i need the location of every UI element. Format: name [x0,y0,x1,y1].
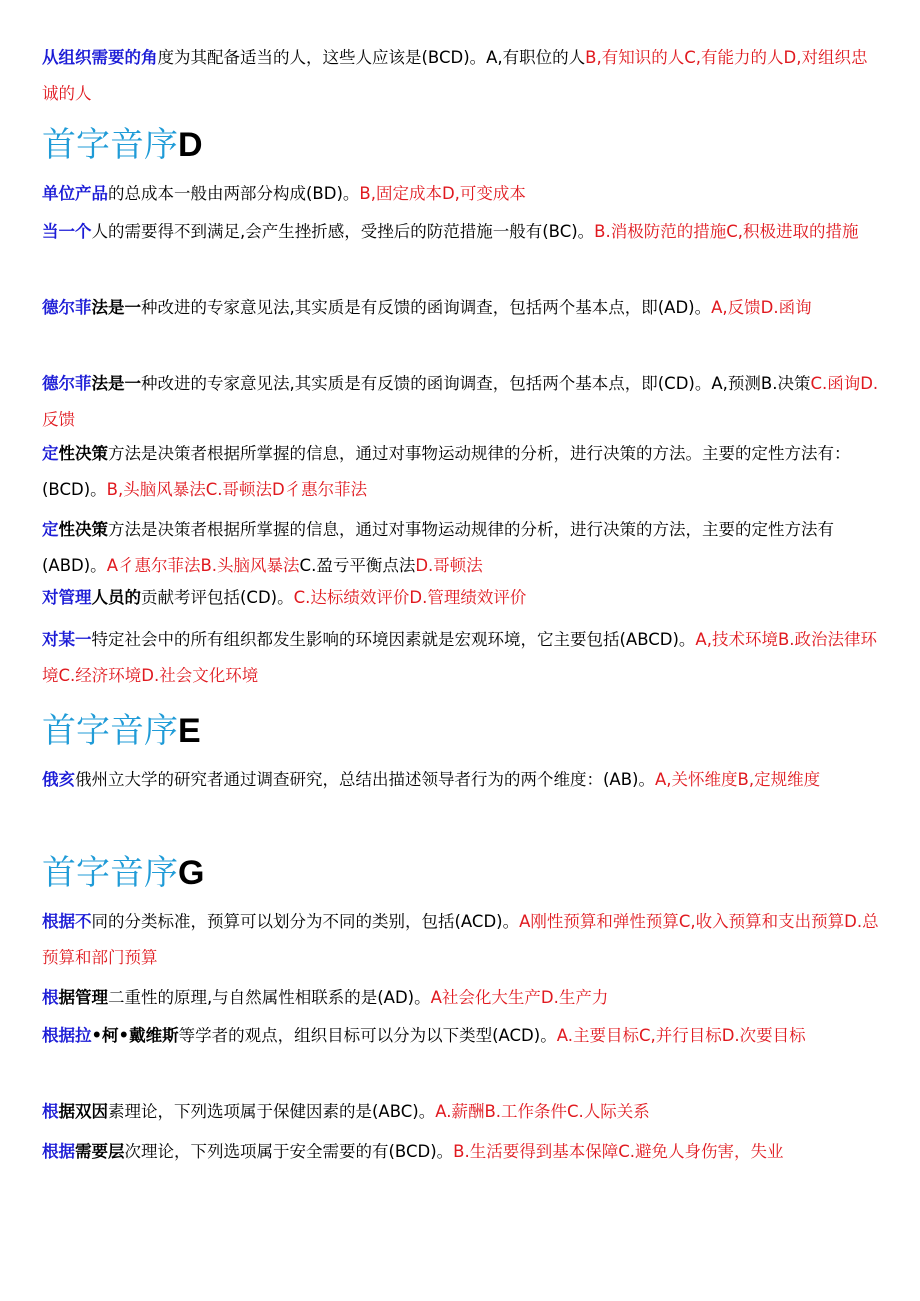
entry-text: 贡献考评包括(CD)。 [141,588,294,607]
entry-paragraph [42,512,880,584]
entry-text: 特定社会中的所有组织都发生影响的环境因素就是宏观环境，它主要包括(ABCD)。 [91,630,696,649]
entry-text: 次理论，下列选项属于安全需要的有(BCD)。 [124,1142,454,1161]
entry-keyword: 德尔菲 [42,298,92,317]
entry-keyword: 对某一 [42,630,92,649]
section-letter: E [178,712,201,750]
section-letter: D [178,126,203,164]
section-heading-e [42,710,201,752]
entry-keyword-bold: 据管理 [58,988,108,1007]
entry-keyword: 对管理 [42,588,92,607]
entry-keyword: 根据不 [42,912,92,931]
entry-answer: A,反馈D.函询 [711,298,812,317]
entry-answer: B.生活要得到基本保障C.避免人身伤害，失业 [453,1142,784,1161]
entry-answer: B,头脑风暴法C.哥顿法D彳惠尔菲法 [106,480,368,499]
entry-keyword: 根 [42,1102,59,1121]
entry-keyword: 德尔菲 [42,374,92,393]
entry-keyword-bold: •柯•戴维斯 [91,1026,179,1045]
entry-text: 二重性的原理,与自然属性相联系的是(AD)。 [108,988,431,1007]
entry-answer: A,关怀维度B,定规维度 [654,770,821,789]
entry-keyword: 根据 [42,1142,75,1161]
entry-text: 等学者的观点，组织目标可以分为以下类型(ACD)。 [178,1026,557,1045]
entry-keyword-bold: 法是一 [91,298,141,317]
entry-keyword-bold: 性决策 [58,520,108,539]
entry-answer: C.达标绩效评价D.管理绩效评价 [293,588,527,607]
entry-keyword: 从组织需要的角 [42,48,158,67]
section-heading-text: 首字音序 [42,711,178,751]
entry-answer: B,有知识的人C,有能力的人D,对组织忠诚的人 [42,48,868,103]
entry-paragraph [42,762,880,798]
entry-answer: A.主要目标C,并行目标D.次要目标 [556,1026,806,1045]
entry-paragraph [42,366,880,438]
entry-text: 度为其配备适当的人，这些人应该是(BCD)。A,有职位的人 [157,48,586,67]
entry-text: 的总成本一般由两部分构成(BD)。 [108,184,360,203]
entry-answer: A彳惠尔菲法B.头脑风暴法 [106,556,300,575]
entry-keyword-bold: 性决策 [58,444,108,463]
entry-text: C.盈亏平衡点法 [299,556,416,575]
entry-paragraph [42,622,880,694]
entry-keyword-bold: 人员的 [91,588,141,607]
entry-text: 种改进的专家意见法,其实质是有反馈的函询调查，包括两个基本点，即(AD)。 [141,298,712,317]
entry-text: 方法是决策者根据所掌握的信息，通过对事物运动规律的分析，进行决策的方法，主要的定性方法有(ABD)。 [42,520,834,575]
entry-keyword: 俄亥 [42,770,75,789]
entry-paragraph [42,290,880,326]
entry-paragraph [42,1094,880,1130]
entry-answer: A社会化大生产D.生产力 [430,988,609,1007]
entry-keyword-bold: 法是一 [91,374,141,393]
section-letter: G [178,854,205,892]
entry-paragraph [42,214,880,250]
entry-answer: A刚性预算和弹性预算C,收入预算和支出预算D.总预算和部门预算 [42,912,879,967]
entry-answer: D.哥顿法 [415,556,483,575]
entry-paragraph [42,40,880,112]
entry-paragraph [42,436,880,508]
entry-paragraph [42,980,880,1016]
entry-paragraph [42,1018,880,1054]
section-heading-d [42,124,203,166]
section-heading-g [42,852,204,894]
entry-text: 俄州立大学的研究者通过调查研究，总结出描述领导者行为的两个维度：(AB)。 [75,770,655,789]
section-heading-text: 首字音序 [42,125,178,165]
entry-keyword-bold: 需要层 [75,1142,125,1161]
entry-keyword: 根 [42,988,59,1007]
entry-answer: B.消极防范的措施C,积极进取的措施 [594,222,859,241]
entry-paragraph [42,1134,880,1170]
entry-keyword: 定 [42,520,59,539]
entry-text: 种改进的专家意见法,其实质是有反馈的函询调查，包括两个基本点，即(CD)。A,预测B.决策 [141,374,811,393]
entry-paragraph [42,904,880,976]
entry-answer: A,技术环境B.政治法律环境C.经济环境D.社会文化环境 [42,630,878,685]
entry-keyword-bold: 据双因 [58,1102,108,1121]
entry-keyword: 当一个 [42,222,92,241]
entry-text: 方法是决策者根据所掌握的信息，通过对事物运动规律的分析，进行决策的方法。主要的定性方法有：(BCD)。 [42,444,851,499]
entry-text: 同的分类标准，预算可以划分为不同的类别，包括(ACD)。 [91,912,520,931]
entry-answer: B,固定成本D,可变成本 [359,184,526,203]
entry-keyword: 单位产品 [42,184,108,203]
entry-answer: A.薪酬B.工作条件C.人际关系 [435,1102,650,1121]
entry-paragraph [42,176,880,212]
entry-keyword: 根据拉 [42,1026,92,1045]
entry-text: 素理论，下列选项属于保健因素的是(ABC)。 [108,1102,436,1121]
section-heading-text: 首字音序 [42,853,178,893]
entry-paragraph [42,580,880,616]
entry-answer: C.函询D.反馈 [42,374,879,429]
entry-keyword: 定 [42,444,59,463]
entry-text: 人的需要得不到满足,会产生挫折感，受挫后的防范措施一般有(BC)。 [91,222,595,241]
